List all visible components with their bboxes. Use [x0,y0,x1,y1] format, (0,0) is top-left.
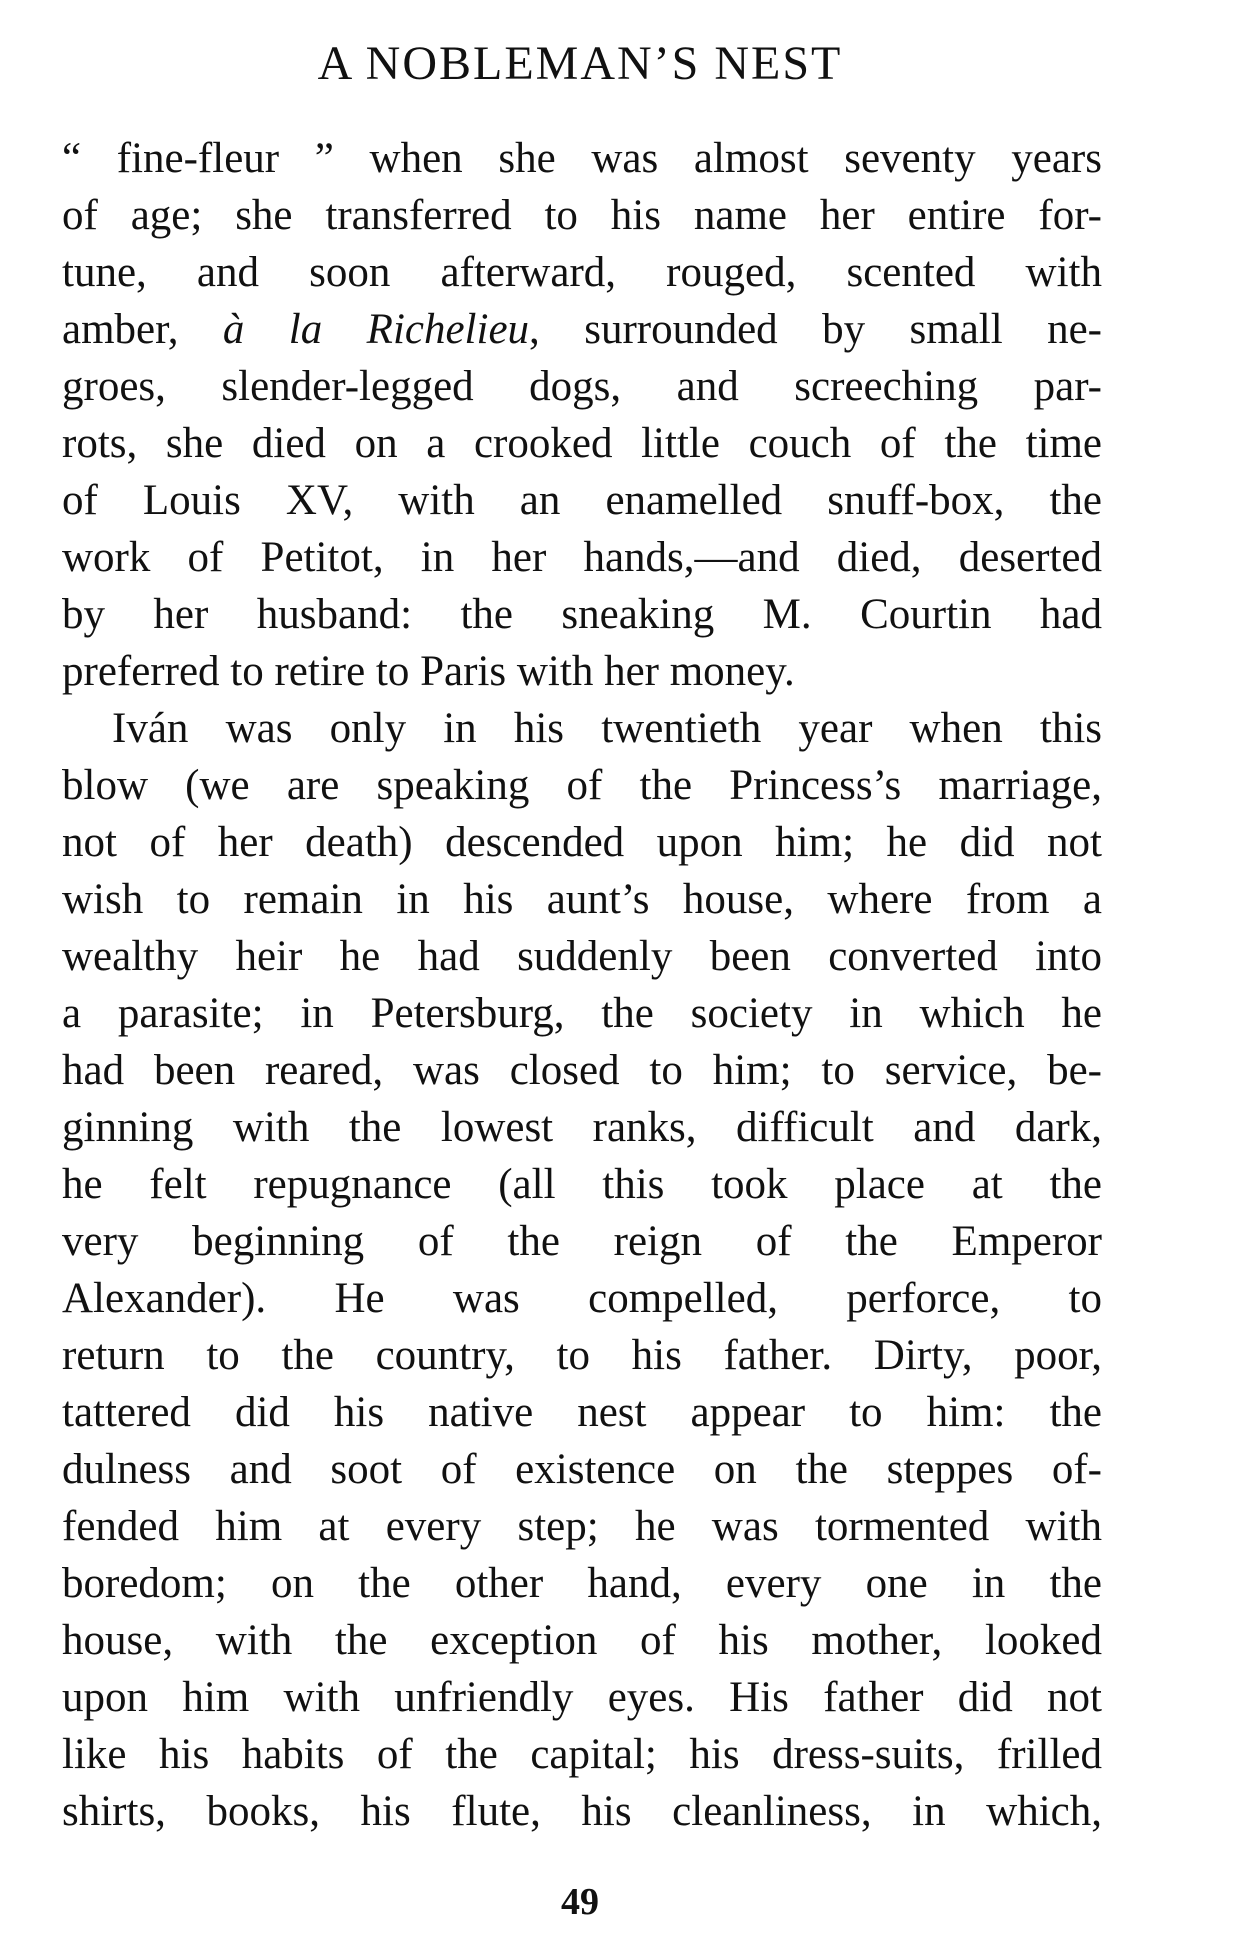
text-line: very beginning of the reign of the Emperor [62,1218,1102,1265]
text-line: work of Petitot, in her hands,—and died, deserted [62,534,1102,581]
text-line: like his habits of the capital; his dress-suits, frilled [62,1731,1102,1778]
text-line: Iván was only in his twentieth year when this [112,705,1102,752]
text-line: amber, à la Richelieu, surrounded by small ne- [62,306,1102,353]
text-line: wish to remain in his aunt’s house, where from a [62,876,1102,923]
text-line: upon him with unfriendly eyes. His father did not [62,1674,1102,1721]
page-number: 49 [561,1881,599,1923]
text-line: tune, and soon afterward, rouged, scented with [62,249,1102,296]
text-line: ginning with the lowest ranks, difficult and dark, [62,1104,1102,1151]
text-line: tattered did his native nest appear to him: the [62,1389,1102,1436]
text-line: fended him at every step; he was tormented with [62,1503,1102,1550]
running-title: A NOBLEMAN’S NEST [317,37,843,90]
text-line: blow (we are speaking of the Princess’s marriage, [62,762,1102,809]
text-line: “ fine-fleur ” when she was almost seventy years [62,135,1102,182]
text-line: house, with the exception of his mother, looked [62,1617,1102,1664]
text-line: of age; she transferred to his name her entire for- [62,192,1102,239]
text-line: by her husband: the sneaking M. Courtin had [62,591,1102,638]
text-line: a parasite; in Petersburg, the society in which he [62,990,1102,1037]
text-line: preferred to retire to Paris with her money. [62,648,795,695]
text-line: had been reared, was closed to him; to service, be- [62,1047,1102,1094]
text-line: he felt repugnance (all this took place at the [62,1161,1102,1208]
text-line: wealthy heir he had suddenly been converted into [62,933,1102,980]
text-line: of Louis XV, with an enamelled snuff-box, the [62,477,1102,524]
text-line: return to the country, to his father. Dirty, poor, [62,1332,1102,1379]
text-line: boredom; on the other hand, every one in the [62,1560,1102,1607]
text-line: groes, slender-legged dogs, and screeching par- [62,363,1102,410]
text-line: not of her death) descended upon him; he did not [62,819,1102,866]
text-line: shirts, books, his flute, his cleanliness, in which, [62,1788,1102,1835]
body-text [62,130,1102,1840]
text-line: Alexander). He was compelled, perforce, to [62,1275,1102,1322]
text-line: dulness and soot of existence on the steppes of- [62,1446,1102,1493]
text-line: rots, she died on a crooked little couch of the time [62,420,1102,467]
